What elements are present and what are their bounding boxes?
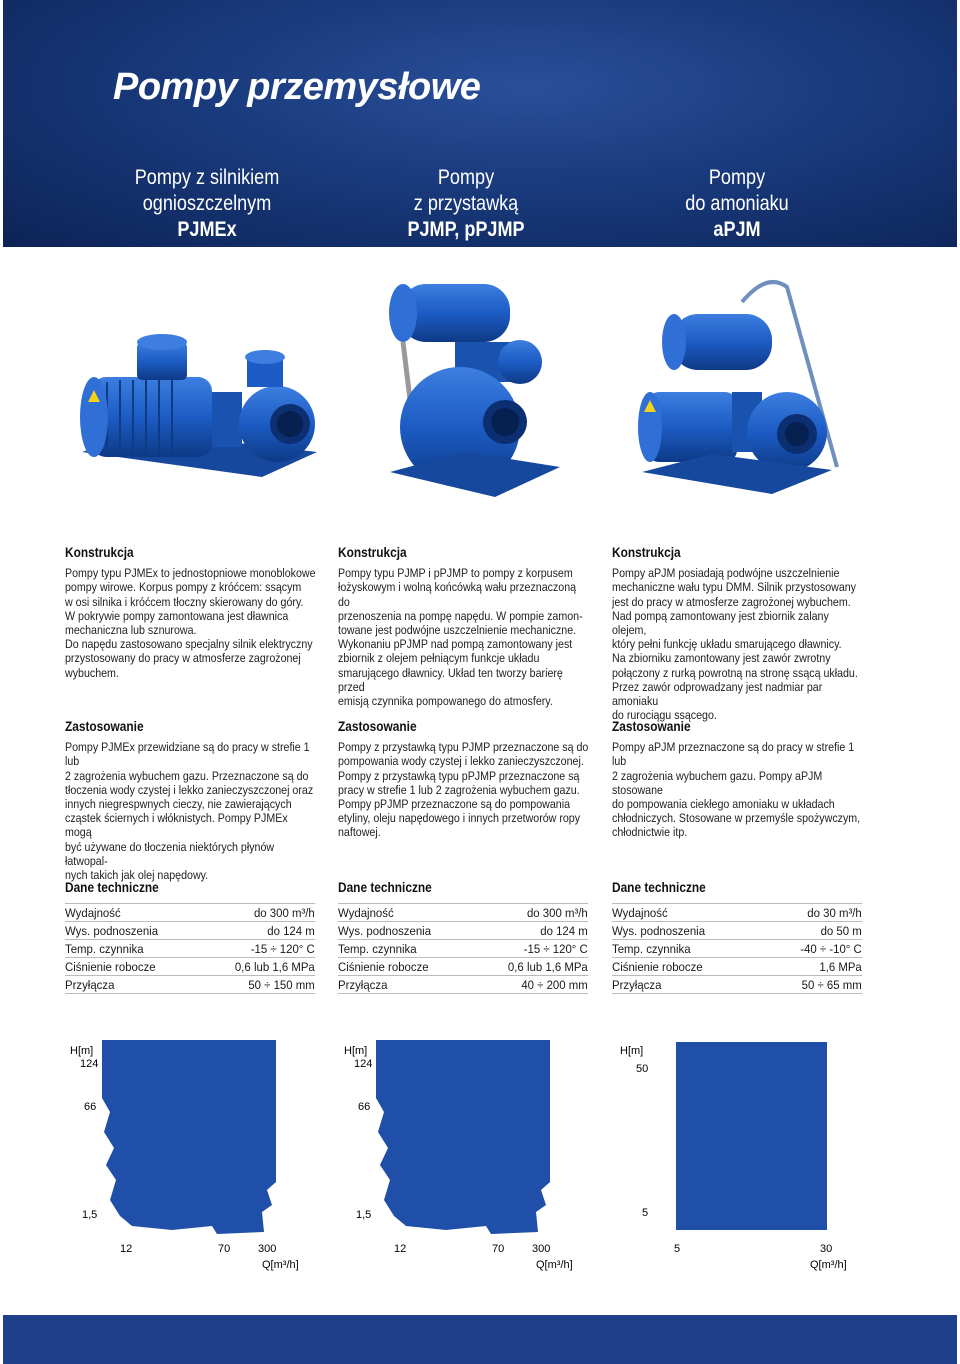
text-line: połączony z rurką powrotną na stronę ssącą układu. bbox=[612, 665, 858, 680]
text-line: łożyskowym i wolną końcówką wału przeznaczoną do bbox=[338, 580, 577, 609]
text-line: towane jest podwójne uszczelnienie mechaniczne. bbox=[338, 623, 577, 638]
text-line: Pompy pPJMP przeznaczone są do pompowania bbox=[338, 797, 570, 812]
section-body bbox=[612, 566, 863, 722]
tech-value: -40 ÷ -10° C bbox=[800, 941, 862, 956]
header-column-apjm bbox=[634, 165, 840, 243]
tech-row bbox=[338, 976, 588, 994]
text-line: Na zbiorniku zamontowany jest zawór zwrotny bbox=[612, 651, 831, 666]
text-line: nych takich jak olej napędowy. bbox=[65, 868, 209, 883]
tech-title-3 bbox=[612, 881, 864, 901]
tech-value: -15 ÷ 120° C bbox=[523, 941, 588, 956]
text-line: Pompy z przystawką typu PJMP przeznaczone są do bbox=[338, 740, 589, 755]
tech-row bbox=[612, 976, 862, 994]
tech-row bbox=[612, 922, 862, 940]
x-axis-label: Q[m³/h] bbox=[262, 1259, 299, 1271]
text-line: pompy wirowe. Korpus pompy z króćcem: ssącym bbox=[65, 580, 302, 595]
x-tick-label: 300 bbox=[258, 1243, 277, 1255]
x-tick-label: 300 bbox=[532, 1243, 551, 1255]
header-line: Pompy bbox=[437, 166, 495, 189]
tech-value: 40 ÷ 200 mm bbox=[521, 977, 588, 992]
tech-title-1 bbox=[65, 881, 317, 901]
tech-label: Wydajność bbox=[338, 905, 394, 920]
text-line: jest do pracy w atmosferze zagrożonej wybuchem. bbox=[612, 594, 851, 609]
section-body bbox=[612, 740, 863, 839]
tech-label: Ciśnienie robocze bbox=[612, 959, 703, 974]
text-line: być używane do tłoczenia niektórych płynów łatwopal- bbox=[65, 839, 275, 868]
tech-row bbox=[338, 958, 588, 976]
section-title: Zastosowanie bbox=[338, 719, 417, 734]
tech-table-3 bbox=[612, 903, 862, 994]
header-line: Pompy z silnikiem bbox=[134, 166, 280, 189]
section-title: Dane techniczne bbox=[65, 880, 159, 895]
x-axis-label: Q[m³/h] bbox=[536, 1259, 573, 1271]
text-line: pracy w strefie 1 lub 2 zagrożenia wybuchem gazu. bbox=[338, 782, 580, 797]
y-tick-label: 1,5 bbox=[356, 1209, 372, 1221]
text-line: chłodnictwie itp. bbox=[612, 825, 688, 840]
text-line: etyliny, oleju napędowego i innych przetworów ropy bbox=[338, 811, 581, 826]
text-line: wybuchem. bbox=[65, 665, 119, 680]
text-line: do rurociągu ssącego. bbox=[612, 708, 717, 723]
text-line: 2 zagrożenia wybuchem gazu. Przeznaczone są do bbox=[65, 768, 309, 783]
x-tick-label: 5 bbox=[674, 1243, 681, 1255]
text-line: Pompy aPJM przeznaczone są do pracy w strefie 1 lub bbox=[612, 740, 855, 769]
performance-chart-pjmp bbox=[336, 1040, 596, 1280]
text-line: Pompy PJMEx przewidziane są do pracy w strefie 1 lub bbox=[65, 740, 310, 769]
operating-range-area bbox=[676, 1042, 827, 1230]
tech-label: Temp. czynnika bbox=[612, 941, 691, 956]
y-tick-label: 50 bbox=[636, 1063, 649, 1075]
header-line: Pompy bbox=[708, 166, 766, 189]
operating-range-area bbox=[102, 1040, 276, 1234]
operating-range-area bbox=[376, 1040, 550, 1234]
tech-row bbox=[65, 903, 315, 922]
tech-row bbox=[612, 940, 862, 958]
header-column-pjmp bbox=[363, 165, 569, 243]
section-title: Konstrukcja bbox=[612, 545, 681, 560]
tech-row bbox=[338, 940, 588, 958]
text-line: cząstek ściernych i włóknistych. Pompy PJMEx mogą bbox=[65, 811, 288, 840]
tech-label: Wydajność bbox=[65, 905, 121, 920]
text-line: naftowej. bbox=[338, 825, 381, 840]
tech-label: Ciśnienie robocze bbox=[65, 959, 156, 974]
tech-table-1 bbox=[65, 903, 315, 994]
tech-value: 1,6 MPa bbox=[819, 959, 862, 974]
y-axis-label: H[m] bbox=[620, 1045, 644, 1057]
text-line: emisją czynnika pompowanego do atmosfery. bbox=[338, 694, 553, 709]
konstrukcja-section-3 bbox=[612, 546, 864, 722]
section-title: Zastosowanie bbox=[65, 719, 144, 734]
performance-chart-pjmex bbox=[62, 1040, 322, 1280]
section-body bbox=[338, 566, 589, 708]
tech-value: do 30 m³/h bbox=[807, 905, 862, 920]
y-tick-label: 124 bbox=[354, 1058, 373, 1070]
header-line: z przystawką bbox=[413, 192, 519, 215]
konstrukcja-section-2 bbox=[338, 546, 590, 708]
performance-chart-apjm bbox=[612, 1040, 872, 1280]
header-column-pjmex bbox=[104, 165, 310, 243]
section-title: Dane techniczne bbox=[612, 880, 706, 895]
x-tick-label: 12 bbox=[394, 1243, 407, 1255]
tech-label: Wys. podnoszenia bbox=[65, 923, 159, 938]
text-line: Nad pompą zamontowany jest zbiornik zalany olejem, bbox=[612, 608, 829, 638]
section-body bbox=[65, 740, 316, 882]
tech-label: Przyłącza bbox=[612, 977, 662, 992]
footer-bar bbox=[3, 1315, 957, 1364]
text-line: przystosowany do pracy w atmosferze zagrożonej bbox=[65, 651, 301, 666]
section-body bbox=[65, 566, 316, 680]
text-line: Wykonaniu pPJMP nad pompą zamontowany jest bbox=[338, 637, 573, 652]
y-tick-label: 66 bbox=[84, 1101, 97, 1113]
y-tick-label: 66 bbox=[358, 1101, 371, 1113]
tech-label: Temp. czynnika bbox=[65, 941, 144, 956]
section-title: Zastosowanie bbox=[612, 719, 691, 734]
y-tick-label: 5 bbox=[642, 1207, 649, 1219]
header-line: do amoniaku bbox=[685, 192, 789, 215]
text-line: 2 zagrożenia wybuchem gazu. Pompy aPJM stosowane bbox=[612, 768, 823, 797]
header-code: aPJM bbox=[713, 218, 761, 241]
pump-photo-pjmex bbox=[62, 262, 332, 537]
y-tick-label: 124 bbox=[80, 1058, 99, 1070]
zastosowanie-section-1 bbox=[65, 720, 317, 882]
x-tick-label: 70 bbox=[218, 1243, 231, 1255]
zastosowanie-section-3 bbox=[612, 720, 864, 840]
tech-table-2 bbox=[338, 903, 588, 994]
tech-label: Ciśnienie robocze bbox=[338, 959, 429, 974]
x-tick-label: 70 bbox=[492, 1243, 505, 1255]
tech-value: do 124 m bbox=[267, 923, 315, 938]
text-line: zbiornik z olejem pełniącym funkcje układu bbox=[338, 651, 540, 666]
header-code: PJMEx bbox=[177, 218, 237, 241]
text-line: chłodniczych. Stosowane w przemyśle spożywczym, bbox=[612, 811, 861, 826]
text-line: w osi silnika i króćcem tłoczny skierowany do góry. bbox=[65, 594, 304, 609]
pump-illustration bbox=[62, 262, 332, 537]
page-title: Pompy przemysłowe bbox=[113, 66, 481, 108]
x-tick-label: 30 bbox=[820, 1243, 833, 1255]
header-code: PJMP, pPJMP bbox=[407, 218, 525, 241]
text-line: Przez zawór odprowadzany jest nadmiar par amoniaku bbox=[612, 679, 823, 709]
y-axis-label: H[m] bbox=[70, 1045, 94, 1057]
tech-row bbox=[65, 976, 315, 994]
text-line: W pokrywie pompy zamontowana jest dławnica bbox=[65, 608, 289, 623]
tech-row bbox=[612, 903, 862, 922]
tech-value: 0,6 lub 1,6 MPa bbox=[507, 959, 588, 974]
text-line: mechaniczna lub sznurowa. bbox=[65, 623, 197, 638]
x-axis-label: Q[m³/h] bbox=[810, 1259, 847, 1271]
x-tick-label: 12 bbox=[120, 1243, 133, 1255]
y-axis-label: H[m] bbox=[344, 1045, 368, 1057]
tech-value: do 124 m bbox=[540, 923, 588, 938]
konstrukcja-section-1 bbox=[65, 546, 317, 680]
tech-value: 50 ÷ 65 mm bbox=[801, 977, 862, 992]
text-line: przenoszenia na pompę napędu. W pompie zamon- bbox=[338, 608, 583, 623]
section-title: Konstrukcja bbox=[338, 545, 407, 560]
zastosowanie-section-2 bbox=[338, 720, 590, 840]
tech-row bbox=[65, 922, 315, 940]
tech-value: 50 ÷ 150 mm bbox=[248, 977, 315, 992]
text-line: Pompy typu PJMEx to jednostopniowe monoblokowe bbox=[65, 566, 316, 581]
y-tick-label: 1,5 bbox=[82, 1209, 98, 1221]
tech-row bbox=[65, 958, 315, 976]
tech-row bbox=[338, 922, 588, 940]
tech-label: Wys. podnoszenia bbox=[338, 923, 432, 938]
pump-photo-pjmp bbox=[345, 262, 615, 537]
text-line: mechaniczne wału typu DMM. Silnik przystosowany bbox=[612, 580, 856, 595]
tech-label: Temp. czynnika bbox=[338, 941, 417, 956]
tech-value: 0,6 lub 1,6 MPa bbox=[234, 959, 315, 974]
header-line: ognioszczelnym bbox=[142, 192, 272, 215]
tech-row bbox=[65, 940, 315, 958]
text-line: który pełni funkcję układu smarującego dławnicy. bbox=[612, 637, 842, 652]
tech-title-2 bbox=[338, 881, 590, 901]
text-line: Pompy z przystawką typu pPJMP przeznaczone są bbox=[338, 768, 580, 783]
tech-value: -15 ÷ 120° C bbox=[250, 941, 315, 956]
tech-row bbox=[338, 903, 588, 922]
pump-illustration bbox=[345, 262, 615, 537]
tech-label: Przyłącza bbox=[338, 977, 388, 992]
text-line: Pompy typu PJMP i pPJMP to pompy z korpusem bbox=[338, 566, 573, 581]
text-line: smarującego dławnicy. Układ ten tworzy barierę przed bbox=[338, 665, 563, 694]
pump-photo-apjm bbox=[622, 262, 892, 537]
tech-label: Wydajność bbox=[612, 905, 668, 920]
text-line: pompowania wody czystej i lekko zanieczyszczonej. bbox=[338, 754, 584, 769]
section-title: Dane techniczne bbox=[338, 880, 432, 895]
text-line: innych niegrespwnych cieczy, nie zawierających bbox=[65, 797, 292, 812]
section-body bbox=[338, 740, 589, 839]
section-title: Konstrukcja bbox=[65, 545, 134, 560]
text-line: do pompowania ciekłego amoniaku w układach bbox=[612, 797, 835, 812]
pump-illustration bbox=[622, 262, 892, 537]
text-line: Do napędu zastosowano specjalny silnik elektryczny bbox=[65, 637, 313, 652]
tech-row bbox=[612, 958, 862, 976]
tech-value: do 300 m³/h bbox=[526, 905, 588, 920]
header-banner bbox=[3, 0, 957, 247]
tech-value: do 50 m bbox=[820, 923, 862, 938]
text-line: Pompy aPJM posiadają podwójne uszczelnienie bbox=[612, 566, 840, 581]
tech-label: Przyłącza bbox=[65, 977, 115, 992]
text-line: tłoczenia wody czystej i lekko zanieczyszczonej oraz bbox=[65, 782, 314, 797]
tech-label: Wys. podnoszenia bbox=[612, 923, 706, 938]
tech-value: do 300 m³/h bbox=[253, 905, 315, 920]
